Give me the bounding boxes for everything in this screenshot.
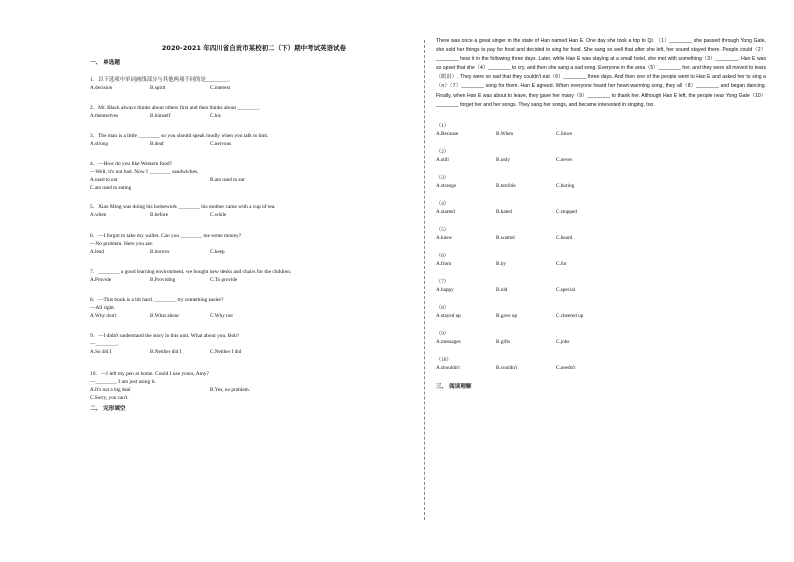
question-1: [90, 76, 418, 92]
option-b[interactable]: B.spirit: [150, 85, 166, 91]
cloze-question-number: （9）: [436, 330, 449, 337]
options-row: [436, 182, 766, 190]
options-row: [436, 130, 766, 138]
cloze-question-5: [436, 226, 766, 242]
option-c[interactable]: C.To provide: [210, 277, 238, 283]
option-c[interactable]: C.Neither I did: [210, 349, 242, 355]
option-c[interactable]: C.for: [556, 260, 567, 267]
cloze-question-3: [436, 174, 766, 190]
options-row: [90, 394, 418, 402]
question-stem: —Well, it's not bad. Now I ________ sandwiches.: [90, 169, 199, 175]
option-b[interactable]: B.Yes, no problem.: [210, 387, 250, 393]
option-a[interactable]: A.happy: [436, 286, 454, 293]
option-b[interactable]: B.When: [496, 130, 514, 137]
option-c[interactable]: C.Why not: [210, 313, 233, 319]
option-b[interactable]: B.am used to eat: [210, 177, 245, 183]
cloze-question-number: （2）: [436, 148, 449, 155]
option-c[interactable]: C.needn't: [556, 364, 576, 371]
cloze-question-number: （1）: [436, 122, 449, 129]
option-b[interactable]: B.deaf: [150, 141, 164, 147]
cloze-question-number: （4）: [436, 200, 449, 207]
option-c[interactable]: C.stopped: [556, 208, 577, 215]
options-row: [436, 286, 766, 294]
question-stem: 2．Mr. Black always thinks about others first and then thinks about ________.: [90, 105, 261, 111]
question-8: [90, 296, 418, 320]
option-c[interactable]: C.never: [556, 156, 573, 163]
cloze-question-2: [436, 148, 766, 164]
cloze-question-9: [436, 330, 766, 346]
options-row: [436, 234, 766, 242]
single-choice-list: [90, 76, 418, 402]
option-c[interactable]: C.heard: [556, 234, 573, 241]
cloze-question-4: [436, 200, 766, 216]
question-stem: 6．—I forgot to take my wallet. Can you ________ me some money?: [90, 233, 242, 239]
options-row: [436, 338, 766, 346]
option-a[interactable]: A.when: [90, 212, 107, 218]
section-heading-cloze: 二、 完形填空: [90, 406, 126, 412]
option-a[interactable]: A.Because: [436, 130, 459, 137]
options-row: [90, 248, 418, 256]
option-c[interactable]: C.nervous: [210, 141, 232, 147]
option-a[interactable]: A.started: [436, 208, 455, 215]
question-stem: 1．以下选项中单词画线部分与其他两项不同的是________。: [90, 77, 233, 83]
option-a[interactable]: A.So did I: [90, 349, 112, 355]
option-a[interactable]: A.stayed up: [436, 312, 461, 319]
option-c[interactable]: C.cheered up: [556, 312, 584, 319]
option-a[interactable]: A.decision: [90, 85, 113, 91]
cloze-question-number: （5）: [436, 226, 449, 233]
cloze-question-number: （3）: [436, 174, 449, 181]
cloze-question-number: （7）: [436, 278, 449, 285]
question-stem: —No problem. Here you are.: [90, 241, 154, 247]
question-stem: 8．—This book is a bit hard. ________ try something easier?: [90, 297, 224, 303]
option-a[interactable]: A.lend: [90, 249, 104, 255]
option-b[interactable]: B.terrible: [496, 182, 516, 189]
cloze-passage: There was once a great singer in the state of Han named Han E. One day she took a trip to Qi. （1）________ she passed through Yong Gate, she sold her things to pay for food and decided to sing for food. She sang so well that after she left, her sound stayed there. People could（2）________ hear it in the following three days. Later, while Han E was staying at a small hotel, she met with something（3）________. Han E was so upset that she（4）________ to cry, and then she sang a sad song. Everyone in the area（5）________ her, and they were all moved to tears（眼泪）. They were so sad that they couldn't eat（6）________ three days. And then one of the people went to Han E and asked her to sing a（n）（7）________ song for them. Han E agreed. When everyone heard her heart-warming song, they all（8）________ and began dancing. Finally, when Han E was about to leave, they gave her many（9）________ to thank her. Although Han E left, the people near Yong Gate（10）________ forget her and her songs. They sang her songs, and became interested in singing, too.: [436, 38, 766, 108]
cloze-question-7: [436, 278, 766, 294]
option-b[interactable]: B.gave up: [496, 312, 518, 319]
option-a[interactable]: A.strange: [436, 182, 457, 189]
options-row: [436, 208, 766, 216]
option-a[interactable]: A.shouldn't: [436, 364, 460, 371]
question-stem: —All right.: [90, 305, 116, 311]
options-row: [90, 176, 418, 184]
option-b[interactable]: B.couldn't: [496, 364, 518, 371]
question-stem: 5．Xiao Ming was doing his homework ________ his mother came with a cup of tea.: [90, 204, 276, 210]
option-b[interactable]: B.waited: [496, 234, 515, 241]
option-b[interactable]: B.Neither did I: [150, 349, 182, 355]
section-heading-reading: 三、 阅读理解: [436, 383, 472, 390]
option-c[interactable]: C.jobs: [556, 338, 570, 345]
option-c[interactable]: C.keep: [210, 249, 225, 255]
option-a[interactable]: A.strong: [90, 141, 109, 147]
option-b[interactable]: B.old: [496, 286, 508, 293]
option-c[interactable]: C.special: [556, 286, 576, 293]
question-7: [90, 268, 418, 284]
option-a[interactable]: A.from: [436, 260, 452, 267]
question-5: [90, 203, 418, 219]
option-c[interactable]: C.Since: [556, 130, 573, 137]
option-a[interactable]: A.Provide: [90, 277, 112, 283]
question-stem: 4．—How do you like Western food?: [90, 161, 172, 167]
question-stem: —________.: [90, 341, 119, 347]
question-stem: 10．—I left my pen at home. Could I use yours, Amy?: [90, 371, 209, 377]
option-a[interactable]: A.still: [436, 156, 449, 163]
option-b[interactable]: B.borrow: [150, 249, 170, 255]
options-row: [90, 140, 418, 148]
option-c[interactable]: C.while: [210, 212, 227, 218]
options-row: [90, 211, 418, 219]
option-c[interactable]: C.Sorry, you can't.: [90, 395, 129, 401]
page-title: 2020-2021 年四川省自贡市某校初二（下）期中考试英语试卷: [161, 44, 347, 52]
cloze-question-6: [436, 252, 766, 268]
left-column: [90, 43, 418, 422]
options-row: [90, 276, 418, 284]
options-row: [90, 348, 418, 356]
options-row: [90, 112, 418, 120]
option-a[interactable]: A.Why don't: [90, 313, 117, 319]
question-6: [90, 232, 418, 256]
cloze-question-8: [436, 304, 766, 320]
option-b[interactable]: B.only: [496, 156, 510, 163]
column-divider: [424, 40, 425, 520]
option-b[interactable]: B.gifts: [496, 338, 510, 345]
options-row: [90, 386, 418, 394]
cloze-question-1: [436, 122, 766, 138]
option-a[interactable]: A.themselves: [90, 113, 119, 119]
options-row: [436, 312, 766, 320]
option-a[interactable]: A.It's not a big deal: [90, 387, 131, 393]
options-row: [436, 260, 766, 268]
option-c[interactable]: C.interest: [210, 85, 231, 91]
option-c[interactable]: C.his: [210, 113, 221, 119]
question-stem: 3．The man is a little ________ so you should speak loudly when you talk to him.: [90, 133, 269, 139]
question-2: [90, 104, 418, 120]
option-a[interactable]: A.knew: [436, 234, 453, 241]
question-stem: —________ I am just using it.: [90, 379, 156, 385]
question-stem: 9．—I didn't understand the story in this unit. What about you, Bob?: [90, 333, 240, 339]
question-4: [90, 160, 418, 192]
cloze-question-list: [436, 122, 766, 372]
option-b[interactable]: B.What about: [150, 313, 179, 319]
options-row: [90, 312, 418, 320]
cloze-question-number: （10）: [436, 356, 452, 363]
question-9: [90, 332, 418, 356]
option-a[interactable]: A.used to eat: [90, 177, 118, 183]
options-row: [90, 184, 418, 192]
option-c[interactable]: C.boring: [556, 182, 575, 189]
question-10: [90, 370, 418, 402]
cloze-question-10: [436, 356, 766, 372]
option-b[interactable]: B.Providing: [150, 277, 176, 283]
option-a[interactable]: A.messages: [436, 338, 461, 345]
question-stem: 7．________ a good learning environment, we bought new desks and chairs for the children.: [90, 269, 292, 275]
section-heading-single-choice: 一、 单选题: [90, 60, 120, 66]
option-c[interactable]: C.am used to eating: [90, 185, 132, 191]
options-row: [90, 84, 418, 92]
right-column: [436, 37, 766, 390]
option-b[interactable]: B.hated: [496, 208, 512, 215]
options-row: [436, 156, 766, 164]
option-b[interactable]: B.himself: [150, 113, 171, 119]
option-b[interactable]: B.before: [150, 212, 169, 218]
option-b[interactable]: B.by: [496, 260, 506, 267]
cloze-question-number: （8）: [436, 304, 449, 311]
question-3: [90, 132, 418, 148]
options-row: [436, 364, 766, 372]
cloze-question-number: （6）: [436, 252, 449, 259]
